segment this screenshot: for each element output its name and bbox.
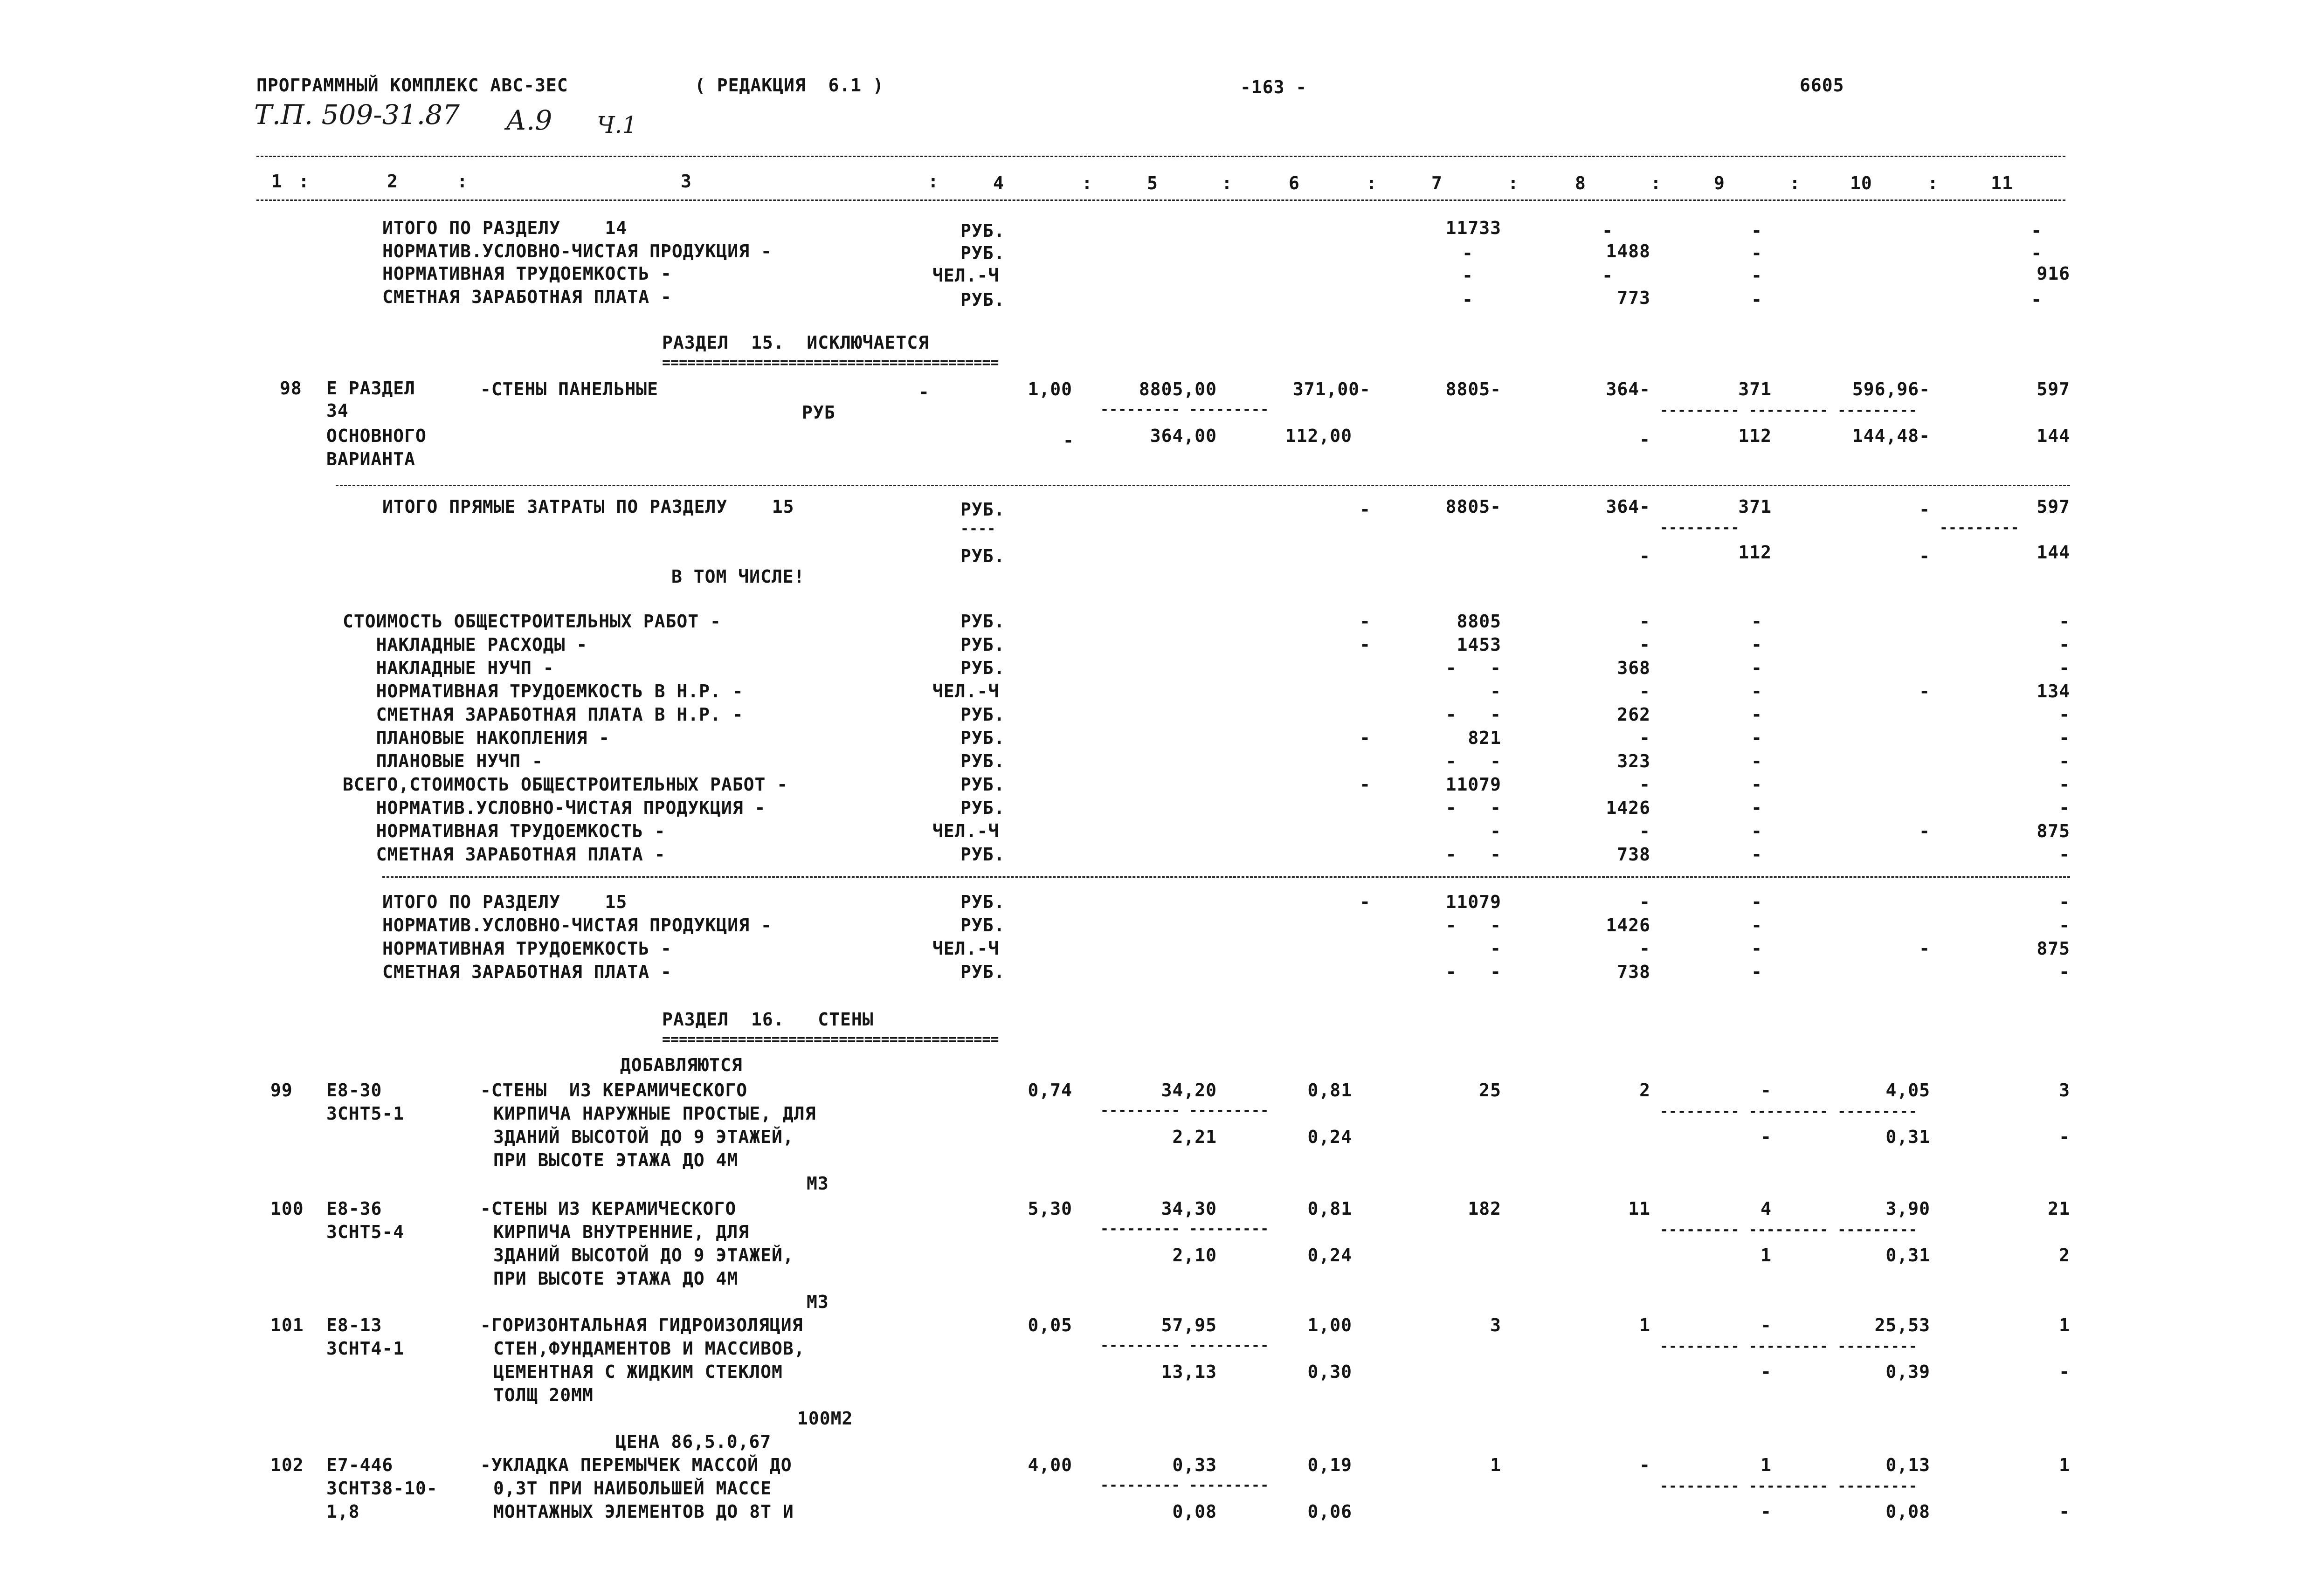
row-label: НОРМАТИВ.УСЛОВНО-ЧИСТАЯ ПРОДУКЦИЯ - [382,915,772,936]
col7-value: - [1462,243,1473,263]
column-3: 3 [681,171,692,192]
item-number: 102 [270,1455,304,1475]
unit-cost-total: 57,95 [1161,1315,1217,1335]
col9-value: - [1751,681,1762,702]
item-code: 34 [326,400,349,421]
col7-value: - [1490,821,1501,841]
col9-value: - [1751,265,1762,286]
machines-total: - [1761,1080,1772,1101]
item-dash: - [918,382,930,402]
col9-value: - [1751,658,1762,678]
unit: РУБ. [960,728,1005,748]
total-label: НОРМАТИВ.УСЛОВНО-ЧИСТАЯ ПРОДУКЦИЯ - [382,241,772,261]
col7-value: - - [1445,658,1501,678]
col7-value: - [1462,289,1473,310]
unit-divider: ---- [960,521,996,537]
labor-machine-per-unit: 0,31 [1885,1127,1930,1147]
column-5: 5 [1147,173,1158,193]
item-description: -СТЕНЫ ИЗ КЕРАМИЧЕСКОГО [480,1198,737,1219]
wages-total: 364- [1606,379,1650,399]
col8-value: - [1639,634,1650,655]
item-code: Е7-446 [326,1455,394,1475]
col7-value: 11733 [1445,218,1501,238]
labor-machine-per-unit: 0,31 [1885,1245,1930,1266]
machine-wages-total: - [1761,1362,1772,1382]
item-description: -СТЕНЫ ИЗ КЕРАМИЧЕСКОГО [480,1080,748,1101]
unit: ЧЕЛ.-Ч [932,821,1000,841]
col10-value: - [1919,681,1930,702]
item-code: 1,8 [326,1501,360,1522]
col9-value: - [1751,844,1762,865]
row-label: СМЕТНАЯ ЗАРАБОТНАЯ ПЛАТА - [343,844,666,865]
machine-wages-total: 1 [1761,1245,1772,1266]
col7-value: - - [1445,915,1501,936]
wages-total: 11 [1628,1198,1650,1219]
item-code: 3СНТ4-1 [326,1338,405,1359]
labor-machine-per-unit: 144,48- [1852,426,1930,446]
machine-wages-total: 112 [1738,426,1772,446]
col8-value: 364- [1606,496,1650,517]
col6-value: - [1360,728,1371,748]
col11-value: - [2059,611,2070,632]
handwritten-album: А.9 [506,104,552,136]
column-2: 2 [387,171,398,192]
col9-value: - [1751,728,1762,748]
labor-machine-total: 2 [2059,1245,2070,1266]
col9-value: - [1751,220,1762,241]
total-label: СМЕТНАЯ ЗАРАБОТНАЯ ПЛАТА - [382,287,672,307]
col8-value: - [1602,265,1613,286]
unit: РУБ. [960,634,1005,655]
row-label: ПЛАНОВЫЕ НАКОПЛЕНИЯ - [343,728,610,748]
unit: ЧЕЛ.-Ч [932,681,1000,702]
item-quantity: 4,00 [1028,1455,1072,1475]
cost-divider: --------- --------- [1100,1337,1270,1354]
col6-value: - [1360,774,1371,795]
item-dash: - [1063,430,1074,451]
col11-value: 875 [2037,938,2070,959]
unit: РУБ. [960,546,1005,566]
row-label: НОРМАТИВНАЯ ТРУДОЕМКОСТЬ В Н.Р. - [343,681,744,702]
row-label: НОРМАТИВНАЯ ТРУДОЕМКОСТЬ - [343,821,666,841]
unit-cost-machine-wages: 0,30 [1307,1362,1352,1382]
machine-wages-total: - [1761,1127,1772,1147]
col7-value: 1453 [1457,634,1501,655]
item-description: ПРИ ВЫСОТЕ ЭТАЖА ДО 4М [493,1268,739,1289]
section-16-title: РАЗДЕЛ 16. СТЕНЫ [662,1009,874,1030]
cost-divider: --------- --------- --------- [1660,1103,1918,1120]
col7-value: - [1490,681,1501,702]
col7-value: - - [1445,704,1501,725]
item-unit: М3 [807,1173,829,1194]
cost-divider: --------- [1660,520,1740,536]
item-number: 99 [270,1080,293,1101]
unit: РУБ. [960,658,1005,678]
row-label: ВСЕГО,СТОИМОСТЬ ОБЩЕСТРОИТЕЛЬНЫХ РАБОТ - [343,774,788,795]
col7-value: 8805 [1457,611,1501,632]
col9-value: - [1751,704,1762,725]
item-code: Е8-13 [326,1315,382,1335]
wages-machines: - [1639,429,1650,450]
col8-value: 773 [1617,288,1650,308]
col9-value: - [1751,243,1762,263]
section-divider [382,876,2070,878]
unit-cost-machines: 1,00 [1307,1315,1352,1335]
col8-value: - [1639,938,1650,959]
col11-value: - [2059,798,2070,818]
column-1: 1 [271,171,283,192]
col11-value: - [2059,844,2070,865]
col7-value: - - [1445,751,1501,771]
col8-value: 1488 [1606,241,1650,261]
unit-cost-total: 34,20 [1161,1080,1217,1101]
col8-value: 1426 [1606,798,1650,818]
col6-value: - [1360,611,1371,632]
unit: РУБ. [960,704,1005,725]
labor-per-unit: 596,96- [1852,379,1930,399]
machine-wages-total: - [1761,1501,1772,1522]
labor-machine-total: - [2059,1362,2070,1382]
labor-total: 597 [2037,379,2070,399]
col8-value: - [1639,892,1650,912]
section-15-title: РАЗДЕЛ 15. ИСКЛЮЧАЕТСЯ [662,332,930,353]
direct-costs-label: ИТОГО ПРЯМЫЕ ЗАТРАТЫ ПО РАЗДЕЛУ 15 [382,496,794,517]
item-description: КИРПИЧА ВНУТРЕННИЕ, ДЛЯ [493,1222,750,1242]
column-8: 8 [1575,173,1586,193]
col10-value: - [1919,546,1930,566]
cost-divider: --------- --------- --------- [1660,1478,1918,1494]
cost-divider: --------- [1940,520,2020,536]
unit-cost-machines: 0,19 [1307,1455,1352,1475]
col9-value: 371 [1738,496,1772,517]
col8-value: - [1639,546,1650,566]
item-code: ОСНОВНОГО [326,426,427,446]
item-quantity: 0,05 [1028,1315,1072,1335]
labor-per-unit: 0,13 [1885,1455,1930,1475]
wages-total: 2 [1639,1080,1650,1101]
unit-cost-machine-wages: 0,24 [1307,1127,1352,1147]
col8-value: 738 [1617,844,1650,865]
unit: РУБ. [960,751,1005,771]
col7-value: - - [1445,962,1501,982]
item-code: 3СНТ5-4 [326,1222,405,1242]
row-label: НАКЛАДНЫЕ РАСХОДЫ - [343,634,588,655]
labor-total: 21 [2048,1198,2070,1219]
col9-value: - [1751,938,1762,959]
row-label: НАКЛАДНЫЕ НУЧП - [343,658,554,678]
col11-value: 916 [2037,263,2070,284]
column-separator: : [1082,173,1093,193]
item-unit: РУБ [802,402,835,423]
unit-cost-wages: 0,08 [1172,1501,1217,1522]
unit-cost-total: 34,30 [1161,1198,1217,1219]
item-description: МОНТАЖНЫХ ЭЛЕМЕНТОВ ДО 8Т И [493,1501,794,1522]
col7-value: - - [1445,798,1501,818]
section-15-underline: ======================================== [662,355,999,371]
unit: РУБ. [960,892,1005,912]
unit-cost-machine-wages: 112,00 [1285,426,1352,446]
page-number: -163 - [1240,77,1307,97]
total-cost: 3 [1490,1315,1501,1335]
cost-divider: --------- --------- [1100,1221,1270,1237]
edition-label: ( РЕДАКЦИЯ 6.1 ) [695,75,884,96]
row-label: НОРМАТИВ.УСЛОВНО-ЧИСТАЯ ПРОДУКЦИЯ - [343,798,766,818]
column-4: 4 [993,173,1004,193]
col11-value: - [2059,962,2070,982]
column-11: 11 [1991,173,2013,193]
header-bottom-rule [256,200,2065,201]
col8-value: - [1639,821,1650,841]
machines-total: 371 [1738,379,1772,399]
column-separator: : [298,171,310,192]
row-label: ПЛАНОВЫЕ НУЧП - [343,751,543,771]
labor-per-unit: 4,05 [1885,1080,1930,1101]
col8-value: - [1639,728,1650,748]
labor-per-unit: 3,90 [1885,1198,1930,1219]
column-separator: : [1222,173,1233,193]
total-cost: 1 [1490,1455,1501,1475]
added-label: ДОБАВЛЯЮТСЯ [620,1055,743,1075]
handwritten-part: Ч.1 [597,111,637,138]
item-quantity: 0,74 [1028,1080,1072,1101]
labor-per-unit: 25,53 [1874,1315,1930,1335]
cost-divider: --------- --------- [1100,401,1270,418]
cost-divider: --------- --------- --------- [1660,1338,1918,1355]
row-label: НОРМАТИВНАЯ ТРУДОЕМКОСТЬ - [382,938,672,959]
col11-value: 597 [2037,496,2070,517]
unit-cost-wages: 2,10 [1172,1245,1217,1266]
column-7: 7 [1431,173,1443,193]
col11-value: - [2059,634,2070,655]
item-code: Е РАЗДЕЛ [326,378,416,399]
col9-value: - [1751,892,1762,912]
section-16-underline: ======================================== [662,1032,999,1048]
unit-cost-wages: 13,13 [1161,1362,1217,1382]
item-description: ЦЕМЕНТНАЯ С ЖИДКИМ СТЕКЛОМ [493,1362,783,1382]
unit: РУБ. [960,915,1005,936]
item-description: ЗДАНИЙ ВЫСОТОЙ ДО 9 ЭТАЖЕЙ, [493,1127,794,1147]
handwritten-project-code: Т.П. 509-31.87 [254,99,460,131]
col11-value: - [2059,704,2070,725]
item-number: 98 [280,378,302,399]
item-quantity: 1,00 [1028,379,1072,399]
col8-value: 262 [1617,704,1650,725]
col7-value: 11079 [1445,774,1501,795]
unit-cost-machine-wages: 0,06 [1307,1501,1352,1522]
header-top-rule [256,156,2065,157]
item-code: ВАРИАНТА [326,449,416,469]
labor-machine-per-unit: 0,39 [1885,1362,1930,1382]
col9-value: 112 [1738,542,1772,563]
item-description: КИРПИЧА НАРУЖНЫЕ ПРОСТЫЕ, ДЛЯ [493,1103,816,1124]
col11-value: - [2031,243,2042,263]
total-cost: 25 [1479,1080,1501,1101]
row-label: ИТОГО ПО РАЗДЕЛУ 15 [382,892,628,912]
unit: РУБ. [960,798,1005,818]
unit: РУБ. [960,243,1005,263]
col9-value: - [1751,289,1762,310]
col6-value: - [1360,499,1371,520]
item-description: -СТЕНЫ ПАНЕЛЬНЫЕ [480,379,659,399]
unit-cost-machines: 371,00- [1292,379,1371,399]
wages-total: 1 [1639,1315,1650,1335]
labor-machine-per-unit: 0,08 [1885,1501,1930,1522]
col7-value: 8805- [1445,496,1501,517]
labor-machine-total: - [2059,1127,2070,1147]
col11-value: - [2031,220,2042,241]
col7-value: - - [1445,844,1501,865]
column-separator: : [1927,173,1939,193]
cost-divider: --------- --------- [1100,1102,1270,1119]
unit-cost-wages: 2,21 [1172,1127,1217,1147]
col8-value: - [1639,611,1650,632]
item-price-note: ЦЕНА 86,5.0,67 [615,1431,772,1452]
total-label: ИТОГО ПО РАЗДЕЛУ 14 [382,218,628,238]
column-separator: : [457,171,468,192]
unit-cost-wages: 364,00 [1150,426,1217,446]
item-code: 3СНТ38-10- [326,1478,438,1499]
unit: РУБ. [960,962,1005,982]
item-description: ЗДАНИЙ ВЫСОТОЙ ДО 9 ЭТАЖЕЙ, [493,1245,794,1266]
col7-value: 11079 [1445,892,1501,912]
col11-value: 144 [2037,542,2070,563]
section-divider [336,485,2070,486]
unit: РУБ. [960,289,1005,310]
labor-machine-total: 144 [2037,426,2070,446]
col7-value: - [1490,938,1501,959]
col8-value: - [1639,774,1650,795]
unit-cost-total: 0,33 [1172,1455,1217,1475]
col7-value: 821 [1468,728,1501,748]
col9-value: - [1751,634,1762,655]
labor-total: 3 [2059,1080,2070,1101]
total-cost: 8805- [1445,379,1501,399]
unit: РУБ. [960,844,1005,865]
col8-value: - [1639,681,1650,702]
col8-value: 738 [1617,962,1650,982]
item-description: ТОЛЩ 20ММ [493,1385,594,1405]
col6-value: - [1360,634,1371,655]
unit-cost-machines: 0,81 [1307,1080,1352,1101]
column-separator: : [928,171,939,192]
item-unit: 100М2 [797,1408,853,1429]
col9-value: - [1751,821,1762,841]
item-description: 0,3Т ПРИ НАИБОЛЬШЕЙ МАССЕ [493,1478,772,1499]
col9-value: - [1751,751,1762,771]
labor-total: 1 [2059,1315,2070,1335]
col8-value: 368 [1617,658,1650,678]
col8-value: - [1602,220,1613,241]
machines-total: 1 [1761,1455,1772,1475]
machines-total: 4 [1761,1198,1772,1219]
col10-value: - [1919,499,1930,520]
item-quantity: 5,30 [1028,1198,1072,1219]
col11-value: - [2059,658,2070,678]
unit: РУБ. [960,611,1005,632]
item-description: -УКЛАДКА ПЕРЕМЫЧЕК МАССОЙ ДО [480,1455,792,1475]
col9-value: - [1751,611,1762,632]
col8-value: 1426 [1606,915,1650,936]
unit-cost-machine-wages: 0,24 [1307,1245,1352,1266]
row-label: СТОИМОСТЬ ОБЩЕСТРОИТЕЛЬНЫХ РАБОТ - [343,611,721,632]
unit: РУБ. [960,499,1005,520]
row-label: СМЕТНАЯ ЗАРАБОТНАЯ ПЛАТА В Н.Р. - [343,704,744,725]
unit: РУБ. [960,220,1005,241]
item-description: -ГОРИЗОНТАЛЬНАЯ ГИДРОИЗОЛЯЦИЯ [480,1315,803,1335]
col11-value: - [2059,892,2070,912]
col11-value: - [2059,915,2070,936]
document-code: 6605 [1800,75,1844,96]
column-10: 10 [1850,173,1872,193]
machines-total: - [1761,1315,1772,1335]
item-unit: М3 [807,1292,829,1312]
item-number: 101 [270,1315,304,1335]
col11-value: - [2059,751,2070,771]
col11-value: - [2059,774,2070,795]
item-code: Е8-30 [326,1080,382,1101]
cost-divider: --------- --------- [1100,1477,1270,1493]
col7-value: - [1462,265,1473,286]
col9-value: - [1751,798,1762,818]
col6-value: - [1360,892,1371,912]
col9-value: - [1751,915,1762,936]
program-title: ПРОГРАММНЫЙ КОМПЛЕКС АВС-3ЕС [256,75,568,96]
col9-value: - [1751,774,1762,795]
column-9: 9 [1714,173,1725,193]
col8-value: 323 [1617,751,1650,771]
column-separator: : [1508,173,1519,193]
item-code: 3СНТ5-1 [326,1103,405,1124]
total-label: НОРМАТИВНАЯ ТРУДОЕМКОСТЬ - [382,263,672,284]
cost-divider: --------- --------- --------- [1660,402,1918,419]
row-label: СМЕТНАЯ ЗАРАБОТНАЯ ПЛАТА - [382,962,672,982]
col11-value: - [2031,289,2042,310]
item-number: 100 [270,1198,304,1219]
col11-value: 134 [2037,681,2070,702]
labor-machine-total: - [2059,1501,2070,1522]
total-cost: 182 [1468,1198,1501,1219]
column-6: 6 [1289,173,1300,193]
col11-value: - [2059,728,2070,748]
unit-cost-total: 8805,00 [1139,379,1217,399]
col9-value: - [1751,962,1762,982]
unit: ЧЕЛ.-Ч [932,938,1000,959]
labor-total: 1 [2059,1455,2070,1475]
unit: РУБ. [960,774,1005,795]
wages-total: - [1639,1455,1650,1475]
item-description: ПРИ ВЫСОТЕ ЭТАЖА ДО 4М [493,1150,739,1170]
including-label: В ТОМ ЧИСЛЕ! [671,566,805,587]
column-separator: : [1366,173,1377,193]
item-code: Е8-36 [326,1198,382,1219]
column-separator: : [1789,173,1801,193]
col11-value: 875 [2037,821,2070,841]
column-separator: : [1650,173,1662,193]
item-description: СТЕН,ФУНДАМЕНТОВ И МАССИВОВ, [493,1338,805,1359]
unit: ЧЕЛ.-Ч [932,265,1000,286]
col10-value: - [1919,938,1930,959]
unit-cost-machines: 0,81 [1307,1198,1352,1219]
cost-divider: --------- --------- --------- [1660,1222,1918,1238]
col10-value: - [1919,821,1930,841]
